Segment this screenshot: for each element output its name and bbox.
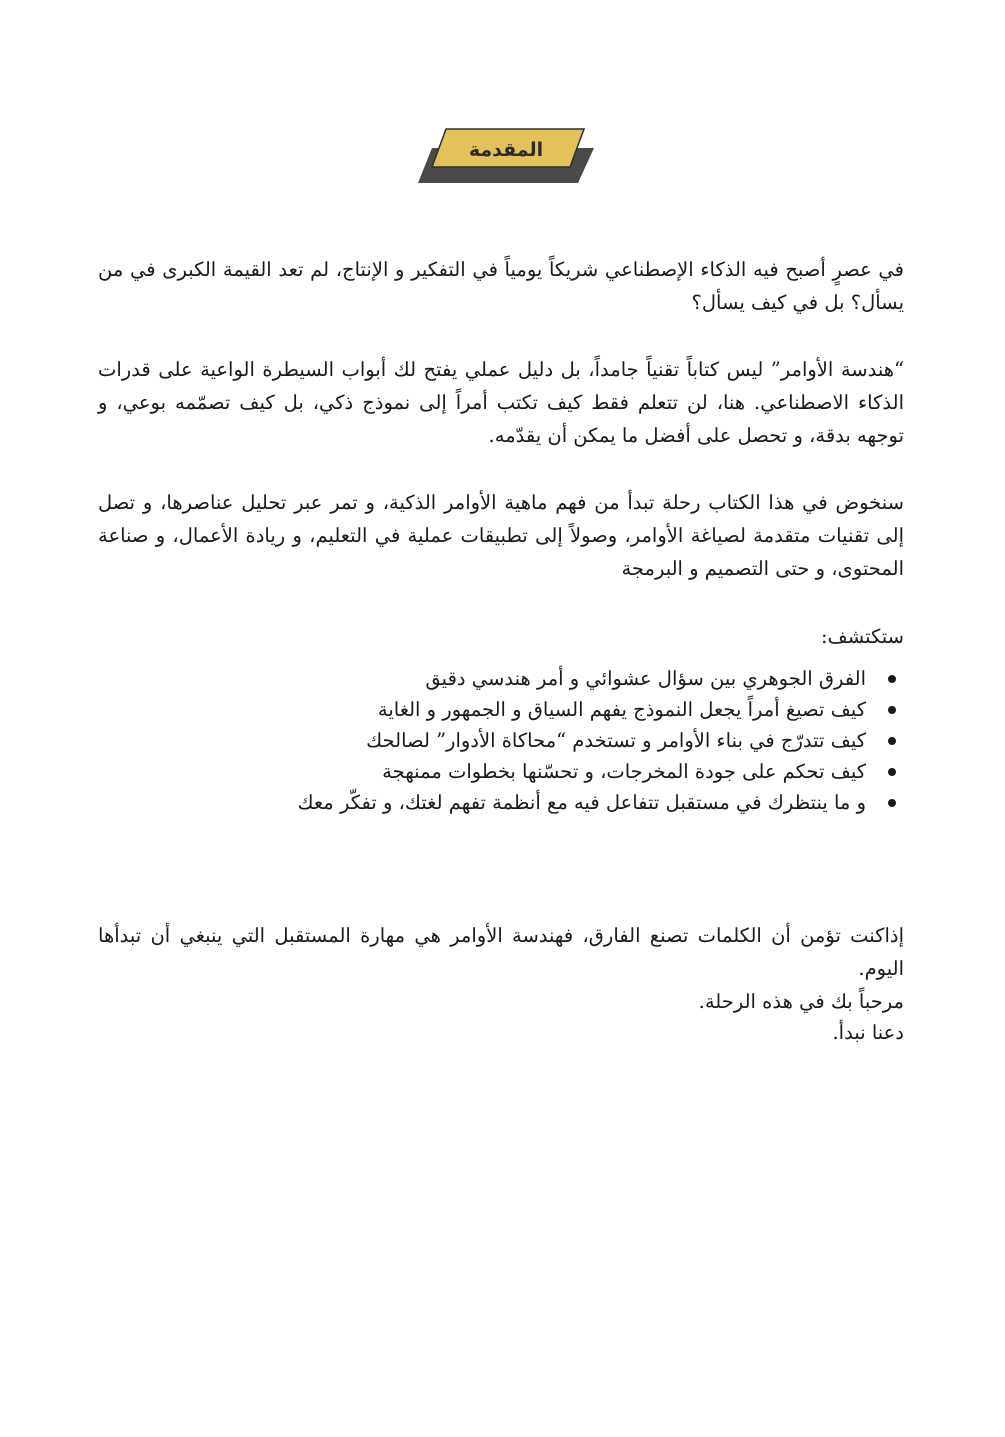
page-title: المقدمة <box>468 139 544 161</box>
list-item-text: و ما ينتظرك في مستقبل تتفاعل فيه مع أنظمة تفهم لغتك، و تفكّر معك <box>297 791 866 814</box>
intro-paragraph-4: إذاكنت تؤمن أن الكلمات تصنع الفارق، فهندسة الأوامر هي مهارة المستقبل التي ينبغي أن تبدأها اليوم. <box>98 923 904 980</box>
list-item <box>98 787 866 818</box>
bullet-icon <box>888 675 896 683</box>
discover-list <box>98 663 904 818</box>
bullet-icon <box>888 737 896 745</box>
bullet-icon <box>888 768 896 776</box>
list-item-text: كيف تصيغ أمراً يجعل النموذج يفهم السياق و الجمهور و الغاية <box>377 698 866 721</box>
list-item <box>98 663 866 694</box>
section-title-banner <box>418 125 594 185</box>
list-item-text: كيف تتدرّج في بناء الأوامر و تستخدم “محاكاة الأدوار” لصالحك <box>366 729 866 752</box>
intro-paragraph-2: “هندسة الأوامر” ليس كتاباً تقنياً جامداً، بل دليل عملي يفتح لك أبواب السيطرة الواعية على قدرات الذكاء الاصطناعي. هنا، لن تتعلم فقط كيف تكتب أمراً إلى نموذج ذكي، بل كيف تصمّمه بوعي، و توجهه بدقة، و تحصل على أفضل ما يمكن أن يقدّمه. <box>98 357 904 447</box>
closing-line-1: مرحباً بك في هذه الرحلة. <box>698 989 904 1013</box>
list-item <box>98 756 866 787</box>
list-item-text: الفرق الجوهري بين سؤال عشوائي و أمر هندسي دقيق <box>425 667 866 690</box>
bullet-icon <box>888 706 896 714</box>
bullet-icon <box>888 799 896 807</box>
discover-label: ستكتشف: <box>820 624 904 648</box>
intro-paragraph-1: في عصرٍ أصبح فيه الذكاء الإصطناعي شريكاً يومياً في التفكير و الإنتاج، لم تعد القيمة الكبرى في من يسأل؟ بل في كيف يسأل؟ <box>98 257 904 314</box>
closing-line-2: دعنا نبدأ. <box>832 1020 904 1044</box>
list-item-text: كيف تحكم على جودة المخرجات، و تحسّنها بخطوات ممنهجة <box>382 760 866 783</box>
list-item <box>98 694 866 725</box>
list-item <box>98 725 866 756</box>
intro-paragraph-3: سنخوض في هذا الكتاب رحلة تبدأ من فهم ماهية الأوامر الذكية، و تمر عبر تحليل عناصرها، و تصل إلى تقنيات متقدمة لصياغة الأوامر، وصولاً إلى تطبيقات عملية في التعليم، و ريادة الأعمال، و صناعة المحتوى، و حتى التصميم و البرمجة <box>98 490 904 580</box>
